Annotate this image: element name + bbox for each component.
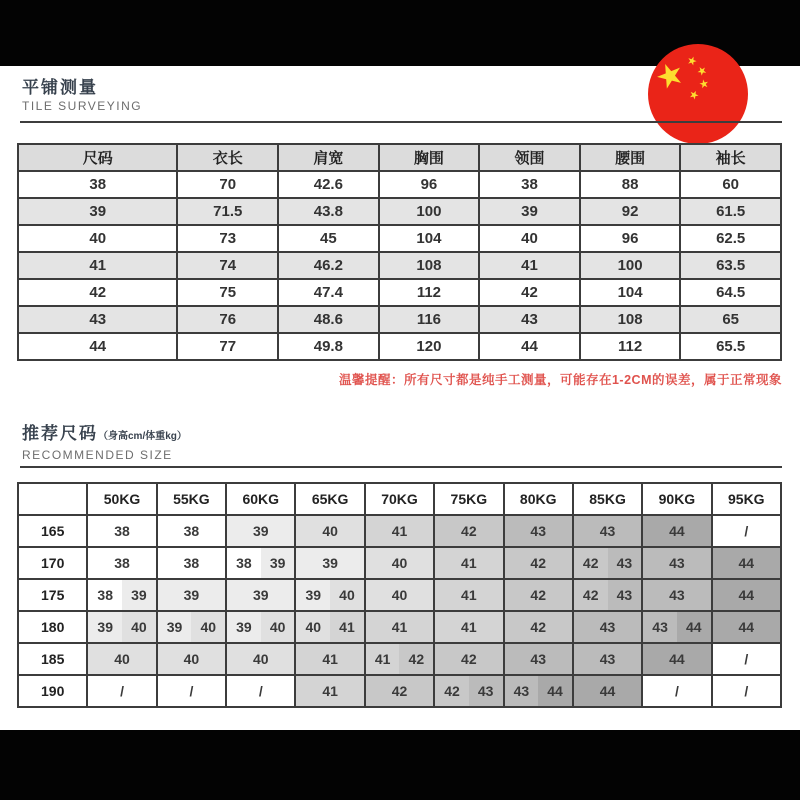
table-cell: 47.4: [278, 279, 379, 306]
column-header: 袖长: [680, 144, 781, 171]
table-cell: 104: [580, 279, 681, 306]
table-cell: 39: [479, 198, 580, 225]
size-cell-half: 44: [538, 676, 572, 706]
weight-column-header: 80KG: [504, 483, 573, 515]
size-cell-half: 40: [261, 612, 295, 642]
size-cell: [573, 579, 642, 611]
column-header: 胸围: [379, 144, 480, 171]
size-cell: 41: [295, 675, 364, 707]
table-cell: 60: [680, 171, 781, 198]
size-cell: 44: [712, 579, 781, 611]
table-cell: 44: [479, 333, 580, 360]
measurement-disclaimer: 温馨提醒：所有尺寸都是纯手工测量，可能存在1-2CM的误差，属于正常现象: [338, 373, 782, 387]
table-cell: 104: [379, 225, 480, 252]
size-cell: [365, 643, 434, 675]
size-cell: /: [87, 675, 156, 707]
table-row: [18, 547, 781, 579]
size-cell: 44: [712, 611, 781, 643]
height-row-header: 170: [18, 547, 87, 579]
table-cell: 62.5: [680, 225, 781, 252]
size-cell-half: 39: [158, 612, 192, 642]
size-cell-half: 40: [296, 612, 330, 642]
weight-column-header: 50KG: [87, 483, 156, 515]
table-cell: 38: [18, 171, 177, 198]
size-cell-half: 39: [88, 612, 122, 642]
size-cell: 43: [504, 643, 573, 675]
table-row: [18, 171, 781, 198]
size-cell-half: 40: [191, 612, 225, 642]
table-cell: 92: [580, 198, 681, 225]
table-cell: 48.6: [278, 306, 379, 333]
height-row-header: 185: [18, 643, 87, 675]
size-cell: 40: [226, 643, 295, 675]
recommended-size-table: [17, 482, 782, 708]
size-cell: [226, 547, 295, 579]
size-cell: 42: [504, 579, 573, 611]
size-cell: 40: [87, 643, 156, 675]
table-cell: 61.5: [680, 198, 781, 225]
table-cell: 46.2: [278, 252, 379, 279]
size-cell: 42: [504, 611, 573, 643]
size-cell: 43: [642, 547, 711, 579]
size-cell: 40: [365, 579, 434, 611]
recommended-size-title: 推荐尺码: [22, 424, 98, 443]
size-cell: 41: [365, 515, 434, 547]
recommended-size-subtitle: （身高cm/体重kg）: [98, 431, 187, 442]
table-cell: 77: [177, 333, 278, 360]
table-row: [18, 306, 781, 333]
size-cell-half: 39: [261, 548, 295, 578]
size-cell: /: [157, 675, 226, 707]
table-row: [18, 279, 781, 306]
table-row: [18, 611, 781, 643]
size-cell-half: 43: [608, 548, 642, 578]
table-row: [18, 675, 781, 707]
table-row: [18, 579, 781, 611]
size-cell: 40: [157, 643, 226, 675]
weight-column-header: 95KG: [712, 483, 781, 515]
table-cell: 73: [177, 225, 278, 252]
weight-column-header: 75KG: [434, 483, 503, 515]
table-cell: 75: [177, 279, 278, 306]
height-row-header: 175: [18, 579, 87, 611]
size-cell: 42: [504, 547, 573, 579]
size-cell: [87, 611, 156, 643]
table-cell: 70: [177, 171, 278, 198]
size-cell-half: 42: [574, 580, 608, 610]
weight-column-header: 70KG: [365, 483, 434, 515]
table-cell: 38: [479, 171, 580, 198]
section-tile-surveying-header: [22, 78, 142, 114]
table-cell: 44: [18, 333, 177, 360]
weight-column-header: 60KG: [226, 483, 295, 515]
size-cell-half: 42: [574, 548, 608, 578]
size-cell: [295, 579, 364, 611]
table-cell: 43: [18, 306, 177, 333]
size-cell: 38: [87, 547, 156, 579]
size-cell: 38: [87, 515, 156, 547]
size-cell: 38: [157, 515, 226, 547]
corner-cell: [18, 483, 87, 515]
table-cell: 116: [379, 306, 480, 333]
size-cell: /: [712, 643, 781, 675]
tile-surveying-table: [17, 143, 782, 361]
table-cell: 49.8: [278, 333, 379, 360]
size-cell-half: 39: [122, 580, 156, 610]
table-cell: 88: [580, 171, 681, 198]
size-cell: 43: [642, 579, 711, 611]
china-flag-badge: [648, 44, 748, 144]
table-cell: 65: [680, 306, 781, 333]
size-cell: 44: [642, 643, 711, 675]
table-cell: 108: [580, 306, 681, 333]
size-cell: 44: [573, 675, 642, 707]
table-row: [18, 252, 781, 279]
size-cell: 42: [365, 675, 434, 707]
section-divider: [20, 466, 782, 468]
size-cell: 41: [434, 611, 503, 643]
size-cell: /: [226, 675, 295, 707]
size-cell-half: 41: [330, 612, 364, 642]
size-cell-half: 43: [505, 676, 539, 706]
size-cell-half: 40: [122, 612, 156, 642]
table-cell: 41: [479, 252, 580, 279]
table-header-row: [18, 144, 781, 171]
size-cell-half: 38: [227, 548, 261, 578]
table-cell: 112: [379, 279, 480, 306]
table-cell: 96: [580, 225, 681, 252]
size-cell: 40: [295, 515, 364, 547]
section-title-zh: [22, 424, 187, 447]
column-header: 衣长: [177, 144, 278, 171]
table-row: [18, 198, 781, 225]
size-cell: 39: [226, 515, 295, 547]
weight-column-header: 65KG: [295, 483, 364, 515]
size-cell: 42: [434, 515, 503, 547]
size-cell: 39: [157, 579, 226, 611]
size-cell: [434, 675, 503, 707]
size-cell-half: 39: [296, 580, 330, 610]
size-cell: [642, 611, 711, 643]
size-cell-half: 42: [435, 676, 469, 706]
size-cell: /: [712, 515, 781, 547]
size-cell-half: 43: [469, 676, 503, 706]
section-recommended-size-header: [22, 424, 187, 463]
size-cell: [573, 547, 642, 579]
weight-column-header: 85KG: [573, 483, 642, 515]
table-cell: 43: [479, 306, 580, 333]
size-cell: 43: [504, 515, 573, 547]
table-row: [18, 515, 781, 547]
table-cell: 76: [177, 306, 278, 333]
table-cell: 42.6: [278, 171, 379, 198]
table-cell: 100: [580, 252, 681, 279]
size-cell: [226, 611, 295, 643]
height-row-header: 180: [18, 611, 87, 643]
size-cell: 40: [365, 547, 434, 579]
table-cell: 65.5: [680, 333, 781, 360]
size-cell-half: 40: [330, 580, 364, 610]
size-cell: 39: [295, 547, 364, 579]
size-cell: 38: [157, 547, 226, 579]
size-cell: 44: [712, 547, 781, 579]
section-divider: [20, 121, 782, 123]
size-cell: 41: [365, 611, 434, 643]
size-cell: 43: [573, 515, 642, 547]
size-cell: 41: [434, 547, 503, 579]
table-cell: 96: [379, 171, 480, 198]
table-row: [18, 333, 781, 360]
size-cell: 41: [434, 579, 503, 611]
column-header: 尺码: [18, 144, 177, 171]
table-cell: 41: [18, 252, 177, 279]
size-cell-half: 44: [677, 612, 711, 642]
table-cell: 40: [18, 225, 177, 252]
size-cell: [504, 675, 573, 707]
china-flag-icon: [648, 44, 748, 144]
section-title-en: RECOMMENDED SIZE: [22, 448, 173, 462]
size-cell: 39: [226, 579, 295, 611]
table-cell: 45: [278, 225, 379, 252]
section-title-zh: 平铺测量: [22, 78, 98, 97]
table-row: [18, 643, 781, 675]
size-cell: 44: [642, 515, 711, 547]
size-cell-half: 43: [608, 580, 642, 610]
table-cell: 74: [177, 252, 278, 279]
column-header: 腰围: [580, 144, 681, 171]
table-cell: 63.5: [680, 252, 781, 279]
table-cell: 43.8: [278, 198, 379, 225]
size-cell: [295, 611, 364, 643]
size-cell: /: [712, 675, 781, 707]
weight-column-header: 90KG: [642, 483, 711, 515]
size-cell-half: 42: [399, 644, 433, 674]
size-cell: [157, 611, 226, 643]
size-cell: [87, 579, 156, 611]
table-cell: 108: [379, 252, 480, 279]
table-cell: 100: [379, 198, 480, 225]
size-cell-half: 43: [643, 612, 677, 642]
table-cell: 42: [18, 279, 177, 306]
size-cell-half: 39: [227, 612, 261, 642]
section-title-en: TILE SURVEYING: [22, 99, 143, 113]
table-cell: 42: [479, 279, 580, 306]
size-cell: 41: [295, 643, 364, 675]
table-cell: 120: [379, 333, 480, 360]
size-cell-half: 41: [366, 644, 400, 674]
table-cell: 40: [479, 225, 580, 252]
weight-column-header: 55KG: [157, 483, 226, 515]
column-header: 肩宽: [278, 144, 379, 171]
size-cell: 43: [573, 643, 642, 675]
table-cell: 71.5: [177, 198, 278, 225]
table-row: [18, 225, 781, 252]
size-cell: 43: [573, 611, 642, 643]
table-cell: 64.5: [680, 279, 781, 306]
column-header: 领围: [479, 144, 580, 171]
table-header-row: [18, 483, 781, 515]
table-cell: 39: [18, 198, 177, 225]
bottom-black-banner: [0, 730, 800, 800]
size-cell: 42: [434, 643, 503, 675]
size-cell-half: 38: [88, 580, 122, 610]
size-cell: /: [642, 675, 711, 707]
table-cell: 112: [580, 333, 681, 360]
height-row-header: 165: [18, 515, 87, 547]
height-row-header: 190: [18, 675, 87, 707]
